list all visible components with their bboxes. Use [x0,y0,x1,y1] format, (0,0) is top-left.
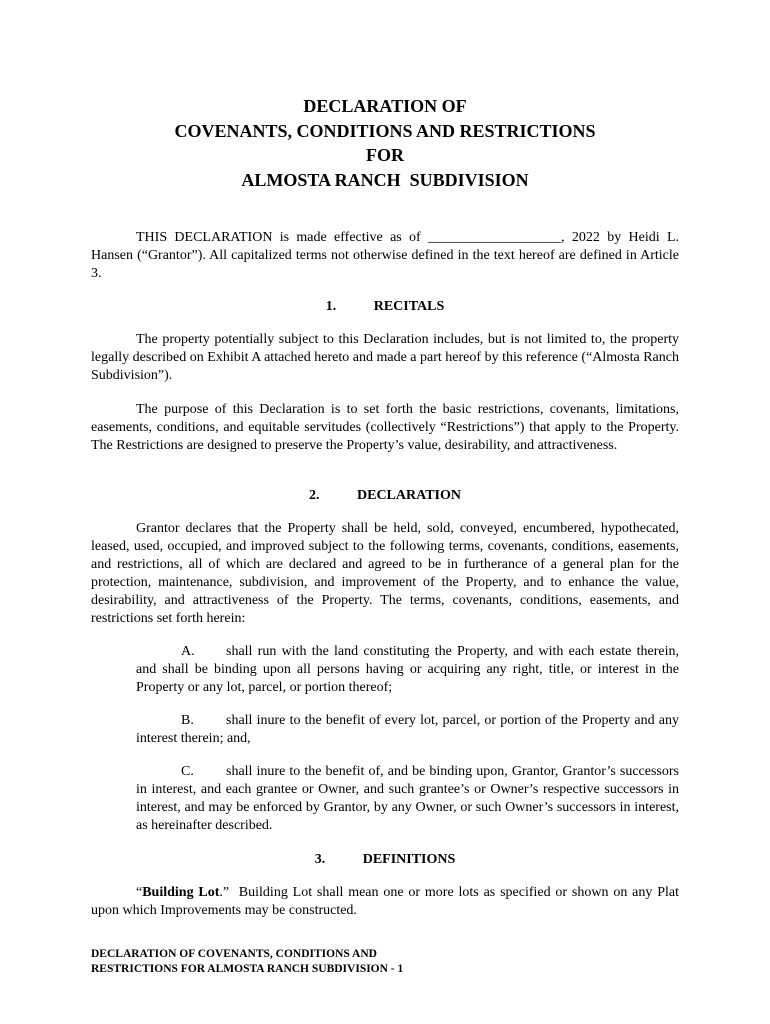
section-2 [91,487,679,505]
section-heading [91,851,679,869]
term-open-quote: “ [136,885,143,900]
list-item [136,712,679,748]
list-item-label: B. [181,713,194,728]
section-3-def-block [91,884,683,920]
page-footer [91,947,403,977]
recitals-paragraph-2: The purpose of this Declaration is to set forth the basic restrictions, covenants, limitations, easements, conditions, and equitable servitudes (collectively “Restrictions”) that apply to the Property. The Restrictions are designed to preserve the Property’s value, desirability, and attractiveness. [91,402,679,453]
footer-line-2: RESTRICTIONS FOR ALMOSTA RANCH SUBDIVISION - 1 [91,963,404,975]
list-item-text: shall inure to the benefit of every lot, parcel, or portion of the Property and any interest therein; and, [136,713,679,746]
list-item [136,763,679,835]
section-1 [91,298,679,316]
section-number: 1. [325,299,337,314]
declaration-paragraph: Grantor declares that the Property shall be held, sold, conveyed, encumbered, hypothecated, leased, used, occupied, and improved subject to the following terms, covenants, conditions, easements, and restrictions, all of which are declared and agreed to be in furtherance of a general plan for the protection, maintenance, subdivision, and improvement of the Property, and to enhance the value, desirability, and attractiveness of the Property. The terms, covenants, conditions, easements, and restrictions set forth herein: [91,521,679,626]
recitals-paragraph-1: The property potentially subject to this Declaration includes, but is not limited to, the property legally described on Exhibit A attached hereto and made a part hereof by this reference (“Almosta Ranch Subdivision”). [91,332,679,383]
section-number: 3. [314,852,326,867]
section-title: RECITALS [373,299,445,314]
list-item-text: shall inure to the benefit of, and be binding upon, Grantor, Grantor’s successors in interest, and each grantee or Owner, and such grantee’s or Owner’s respective successors in interest, and may be enforced by Grantor, by any Owner, or such Owner’s successors in interest, as hereinafter described. [136,764,679,833]
section-heading [91,298,679,316]
section-1-p2-block [91,401,679,455]
list-item-label: A. [181,644,195,659]
section-number: 2. [309,488,320,503]
list-item [136,643,679,697]
section-title: DEFINITIONS [362,852,456,867]
title-line-3: FOR [366,145,404,165]
section-heading [91,487,679,505]
section-title: DECLARATION [357,488,461,503]
term-close-quote: .” [219,885,230,900]
document-title [0,94,770,192]
section-3 [91,851,679,869]
section-2-p1-block [91,520,679,628]
list-item-label: C. [181,764,194,779]
title-line-2: COVENANTS, CONDITIONS AND RESTRICTIONS [174,120,596,141]
definition-text: Building Lot shall mean one or more lots as specified or shown on any Plat upon which Improvements may be constructed. [91,885,683,918]
title-line-4: ALMOSTA RANCH SUBDIVISION [241,169,529,190]
item-a-block [91,643,679,697]
item-b-block [91,712,679,748]
section-1-p1-block [91,331,679,385]
intro-paragraph: THIS DECLARATION is made effective as of ___________________, 2022 by Heidi L. Hansen (“Grantor”). All capitalized terms not otherwise defined in the text hereof are defined in Article 3. [91,230,679,281]
definition-paragraph [91,884,683,920]
intro-block [91,229,679,283]
footer-line-1: DECLARATION OF COVENANTS, CONDITIONS AND [91,948,377,960]
list-item-text: shall run with the land constituting the Property, and with each estate therein, and shall be binding upon all persons having or acquiring any right, title, or interest in the Property or any lot, parcel, or portion thereof; [136,644,679,695]
title-line-1: DECLARATION OF [303,96,467,116]
defined-term: Building Lot [142,885,220,900]
item-c-block [91,763,679,835]
